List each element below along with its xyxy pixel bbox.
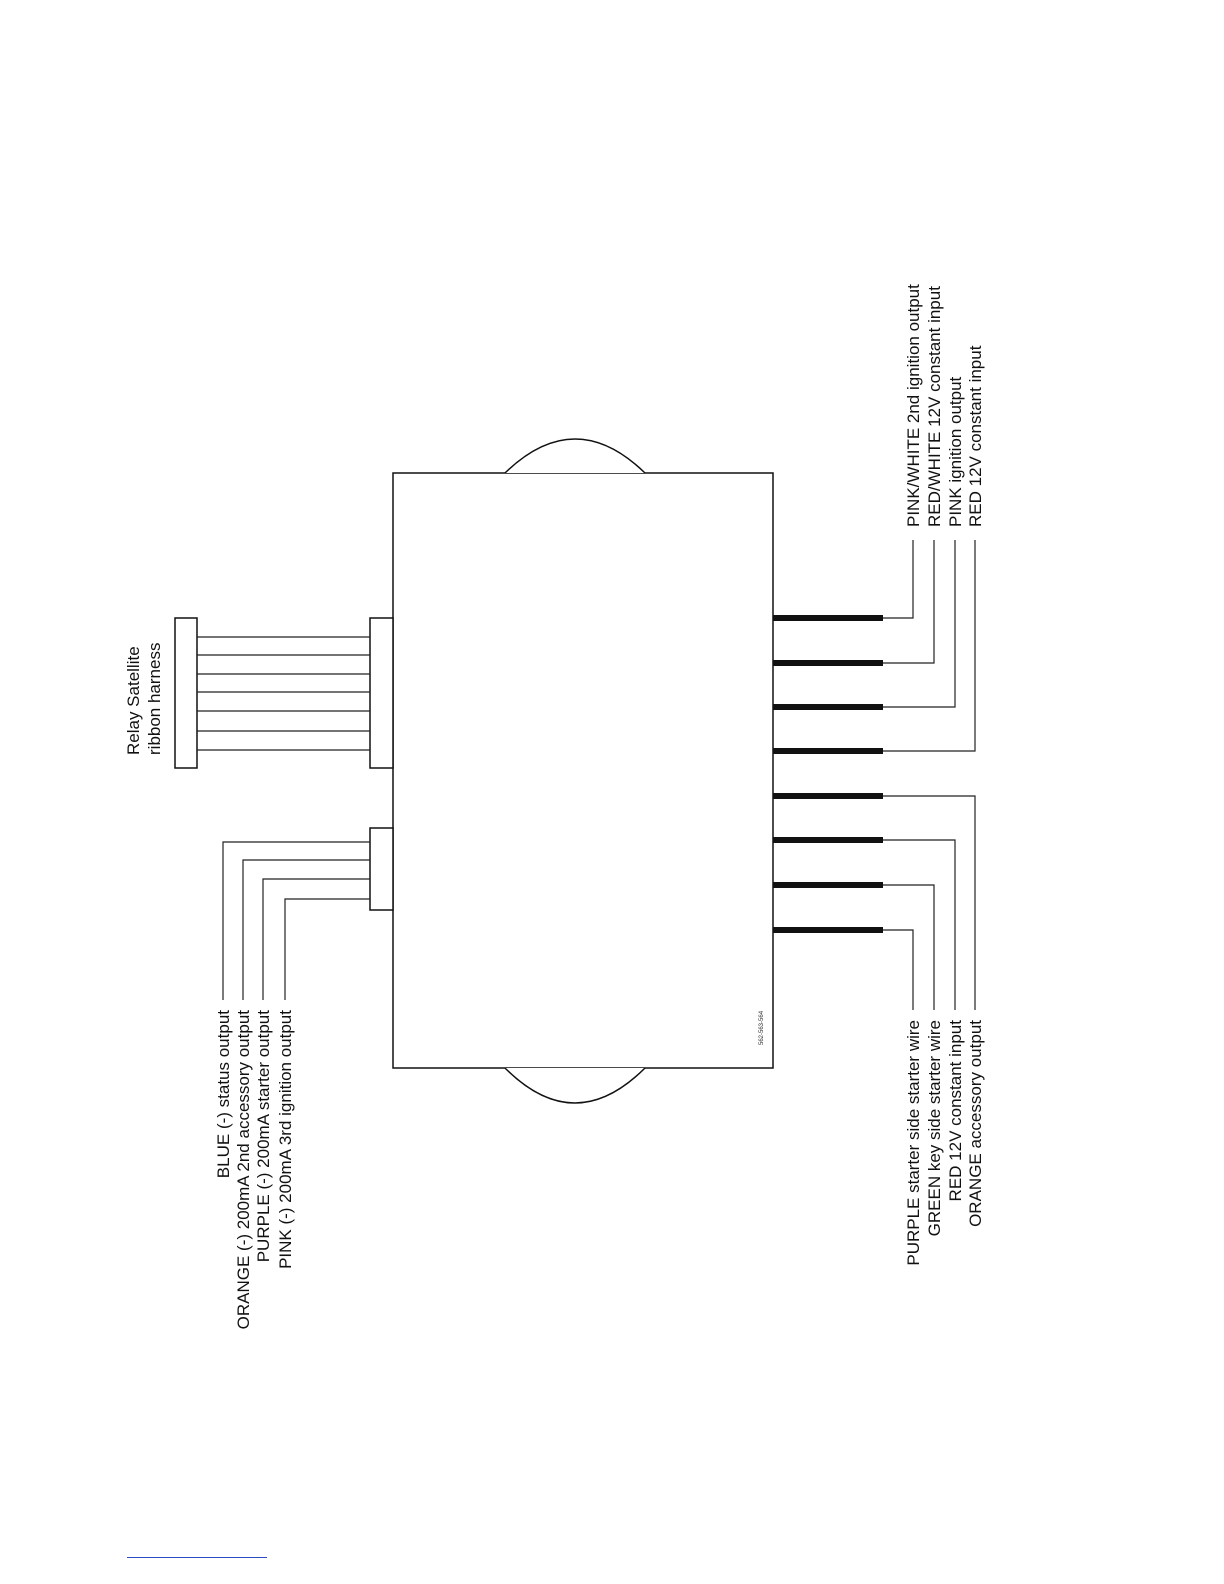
- leader-pink: [883, 540, 955, 707]
- module-body: [393, 439, 773, 1103]
- leader-red-top: [883, 540, 975, 751]
- ribbon-plug: [175, 618, 197, 768]
- leader-orange: [883, 796, 975, 1010]
- harness-label-line2: ribbon harness: [145, 642, 164, 755]
- module-top-tab: [505, 439, 645, 473]
- wire-orange: [243, 860, 370, 1000]
- ribbon-wires: [197, 637, 370, 750]
- wire-purple: [263, 879, 370, 1000]
- label-orange-accessory-output: ORANGE accessory output: [966, 1020, 985, 1227]
- label-purple-starter-output: PURPLE (-) 200mA starter output: [254, 1010, 273, 1263]
- part-number: 562-563-564: [759, 1010, 765, 1045]
- ribbon-harness: [124, 618, 393, 768]
- leader-red-white: [883, 540, 934, 663]
- heavy-wires: [773, 618, 883, 930]
- label-red-white-12v-constant-input: RED/WHITE 12V constant input: [925, 286, 944, 527]
- label-green-key-side-starter-wire: GREEN key side starter wire: [925, 1020, 944, 1237]
- label-pink-ignition-output: PINK ignition output: [946, 376, 965, 527]
- left-output-connector: [214, 828, 393, 1329]
- right-bottom-leaders: [883, 796, 985, 1266]
- label-pink-3rd-ignition-output: PINK (-) 200mA 3rd ignition output: [276, 1010, 295, 1269]
- module-rectangle: [393, 473, 773, 1068]
- module-bottom-tab: [505, 1068, 645, 1103]
- footer-rule: [127, 1557, 267, 1558]
- label-purple-starter-side-starter-wire: PURPLE starter side starter wire: [904, 1020, 923, 1266]
- label-red-12v-constant-input-bottom: RED 12V constant input: [946, 1020, 965, 1202]
- module-ribbon-socket: [370, 618, 393, 768]
- label-pink-white-2nd-ignition-output: PINK/WHITE 2nd ignition output: [904, 284, 923, 527]
- label-orange-2nd-accessory-output: ORANGE (-) 200mA 2nd accessory output: [234, 1010, 253, 1330]
- harness-label-line1: Relay Satellite: [124, 646, 143, 755]
- left-connector-socket: [370, 828, 393, 910]
- leader-red-bottom: [883, 840, 955, 1010]
- leader-green: [883, 885, 934, 1010]
- leader-purple: [883, 930, 913, 1010]
- wire-pink: [285, 899, 370, 1000]
- leader-pink-white: [883, 540, 913, 618]
- label-blue-status-output: BLUE (-) status output: [214, 1010, 233, 1179]
- label-red-12v-constant-input-top: RED 12V constant input: [966, 345, 985, 527]
- right-top-leaders: [883, 284, 985, 751]
- wire-blue: [223, 842, 370, 1000]
